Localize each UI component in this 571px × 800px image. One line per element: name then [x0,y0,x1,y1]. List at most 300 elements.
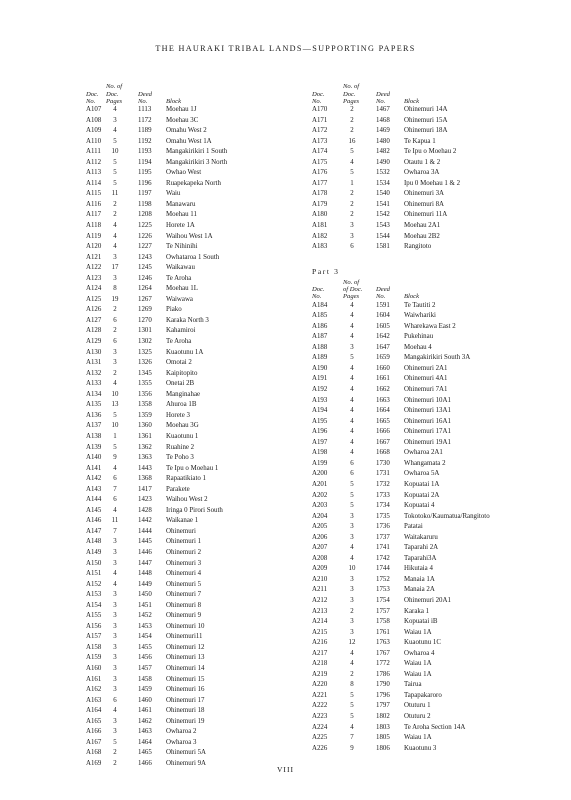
block-name: Ohinemuri 4A1 [404,375,448,383]
table-row [312,596,512,607]
deed-number: 1194 [138,158,152,166]
doc-number: A142 [86,475,102,483]
table-row [312,385,512,396]
block-name: Ohinemuri 4 [166,570,202,578]
table-row [312,680,512,691]
table-row [312,733,512,744]
doc-number: A212 [312,596,328,604]
deed-number: 1733 [376,491,390,499]
table-row [86,569,276,580]
deed-number: 1805 [376,734,390,742]
deed-number: 1269 [138,306,152,314]
doc-number: A134 [86,390,102,398]
table-row [312,628,512,639]
doc-number: A159 [86,654,102,662]
doc-number: A197 [312,438,328,446]
doc-number: A213 [312,607,328,615]
block-name: Omotai 2 [166,359,192,367]
doc-pages: 2 [350,670,354,678]
block-name: Kopuatai 4 [404,502,435,510]
doc-pages: 6 [113,475,117,483]
doc-number: A200 [312,470,328,478]
doc-pages: 4 [350,554,354,562]
block-name: Moehau 3C [166,116,199,124]
block-name: Kaipitopito [166,369,198,377]
doc-number: A178 [312,190,328,198]
deed-number: 1270 [138,316,152,324]
deed-number: 1790 [376,681,390,689]
deed-number: 1752 [376,575,390,583]
deed-number: 1661 [376,375,390,383]
table-row [86,421,276,432]
deed-number: 1356 [138,390,152,398]
block-name: Ohinemuri 14A [404,106,448,113]
deed-number: 1172 [138,116,152,124]
deed-number: 1665 [376,417,390,425]
table-row [86,717,276,728]
doc-number: A176 [312,169,328,177]
header-doc-no: Doc. No. [86,90,99,105]
doc-pages: 3 [350,523,354,531]
table-row [312,670,512,681]
right-column [312,83,512,754]
left-column [86,83,276,769]
block-name: Owharoa 3 [166,738,197,746]
doc-pages: 3 [113,253,117,261]
block-name: Ohinemuri 10A1 [404,396,451,404]
header-block: Block [404,97,420,105]
doc-number: A214 [312,618,328,626]
table-row [312,659,512,670]
table-row [312,116,512,127]
deed-number: 1208 [138,211,152,219]
table-row [312,168,512,179]
table-row [312,427,512,438]
block-name: Ohinemuri [166,527,196,535]
block-name: Moehau 11 [166,211,197,219]
doc-number: A198 [312,449,328,457]
doc-pages: 4 [350,649,354,657]
table-row [312,744,512,755]
deed-number: 1446 [138,548,152,556]
doc-pages: 3 [350,512,354,520]
table-row [312,396,512,407]
deed-number: 1543 [376,222,390,230]
doc-number: A225 [312,734,328,742]
deed-number: 1225 [138,222,152,230]
doc-number: A145 [86,506,102,514]
doc-pages: 3 [113,548,117,556]
block-name: Wharekawa East 2 [404,322,456,330]
doc-number: A126 [86,306,102,314]
deed-number: 1464 [138,738,152,746]
doc-number: A218 [312,660,328,668]
doc-number: A112 [86,158,102,166]
deed-number: 1466 [138,759,152,767]
table-row [86,464,276,475]
table-row [86,221,276,232]
doc-number: A199 [312,459,328,467]
block-name: Ruahine 2 [166,443,195,451]
doc-pages: 5 [350,354,354,362]
table-row [312,564,512,575]
doc-pages: 3 [113,622,117,630]
running-head: THE HAURAKI TRIBAL LANDS—SUPPORTING PAPERS [155,44,416,53]
block-name: Ohinemuri 2 [166,548,202,556]
table-row [86,632,276,643]
table-row [312,179,512,190]
doc-pages: 16 [348,137,356,145]
table-row [312,501,512,512]
doc-pages: 3 [113,654,117,662]
deed-number: 1449 [138,580,152,588]
doc-pages: 4 [350,660,354,668]
deed-number: 1113 [138,106,152,113]
deed-number: 1465 [138,749,152,757]
doc-pages: 3 [113,559,117,567]
doc-number: A219 [312,670,328,678]
table-row [86,664,276,675]
block-name: Waiau 1A [404,670,432,678]
deed-number: 1742 [376,554,390,562]
block-name: Tapapakaroro [404,691,442,699]
doc-number: A109 [86,127,102,135]
doc-number: A165 [86,717,102,725]
doc-pages: 2 [113,327,117,335]
block-name: Ohinemuri 9A [166,759,206,767]
doc-number: A216 [312,639,328,647]
deed-number: 1361 [138,432,152,440]
doc-number: A168 [86,749,102,757]
part-3-table-header [312,279,512,301]
doc-number: A140 [86,454,102,462]
doc-pages: 3 [350,628,354,636]
doc-number: A122 [86,264,102,272]
deed-number: 1195 [138,169,152,177]
doc-number: A191 [312,375,328,383]
block-name: Ohinemuri 14 [166,664,205,672]
block-name: Ohinemuri 18 [166,707,205,715]
doc-number: A211 [312,586,328,594]
table-row [86,116,276,127]
doc-pages: 3 [113,348,117,356]
block-name: Ohinemuri 1 [166,538,202,546]
doc-number: A154 [86,601,102,609]
doc-pages: 5 [350,691,354,699]
block-name: Ohinemuri 9 [166,612,202,620]
table-row [86,506,276,517]
table-row [86,411,276,422]
block-name: Otuturu 1 [404,702,431,710]
doc-number: A152 [86,580,102,588]
block-name: Kopuatai 1A [404,480,440,488]
doc-number: A186 [312,322,328,330]
block-name: Waiau 1A [404,660,432,668]
doc-number: A157 [86,633,102,641]
doc-number: A153 [86,591,102,599]
doc-number: A143 [86,485,102,493]
deed-number: 1447 [138,559,152,567]
block-name: Owhao West [166,169,202,177]
deed-number: 1460 [138,696,152,704]
deed-number: 1758 [376,618,390,626]
deed-number: 1428 [138,506,152,514]
deed-number: 1806 [376,744,390,752]
doc-number: A187 [312,333,328,341]
deed-number: 1663 [376,396,390,404]
doc-number: A210 [312,575,328,583]
deed-number: 1193 [138,148,152,156]
table-row [312,417,512,428]
doc-pages: 6 [350,243,354,251]
doc-number: A183 [312,243,328,251]
deed-number: 1659 [376,354,390,362]
deed-number: 1734 [376,502,390,510]
block-name: Tairua [404,681,422,689]
doc-pages: 2 [113,759,117,767]
doc-pages: 7 [113,485,117,493]
table-row [86,179,276,190]
header-deed-no: Deed No. [376,90,390,105]
doc-number: A181 [312,222,328,230]
doc-number: A184 [312,301,328,309]
block-name: Manginahae [166,390,201,398]
doc-number: A166 [86,728,102,736]
table-row [86,590,276,601]
doc-pages: 2 [350,116,354,124]
block-name: Ohinemuri 11A [404,211,448,219]
table-row [86,527,276,538]
block-name: Te Nihinihi [166,243,198,251]
table-row [312,137,512,148]
doc-pages: 4 [113,232,117,240]
doc-number: A125 [86,295,102,303]
deed-number: 1444 [138,527,152,535]
doc-number: A167 [86,738,102,746]
deed-number: 1468 [376,116,390,124]
table-row [86,137,276,148]
doc-number: A215 [312,628,328,636]
table-row [312,332,512,343]
table-row [312,322,512,333]
deed-number: 1463 [138,728,152,736]
block-name: Ohinemuri 20A1 [404,596,451,604]
doc-number: A123 [86,274,102,282]
doc-number: A129 [86,338,102,346]
table-row [312,522,512,533]
table-row [86,495,276,506]
table-row [86,727,276,738]
deed-number: 1735 [376,512,390,520]
doc-pages: 3 [113,274,117,282]
doc-number: A160 [86,664,102,672]
deed-number: 1662 [376,386,390,394]
block-name: Ipu 0 Moehau 1 & 2 [404,179,461,187]
doc-pages: 5 [350,491,354,499]
doc-number: A124 [86,285,102,293]
table-row [312,723,512,734]
deed-number: 1368 [138,475,152,483]
table-row [86,643,276,654]
doc-pages: 3 [350,232,354,240]
doc-pages: 2 [113,306,117,314]
deed-number: 1591 [376,301,390,309]
table-row [86,696,276,707]
table-row [312,242,512,253]
doc-pages: 2 [350,127,354,135]
doc-pages: 3 [113,633,117,641]
deed-number: 1267 [138,295,152,303]
deed-number: 1452 [138,612,152,620]
doc-pages: 13 [111,401,119,409]
doc-number: A119 [86,232,102,240]
doc-pages: 6 [350,459,354,467]
doc-number: A115 [86,190,102,198]
deed-number: 1302 [138,338,152,346]
block-name: Manaia 1A [404,575,435,583]
doc-pages: 3 [113,643,117,651]
table-row [312,158,512,169]
block-name: Manaia 2A [404,586,435,594]
deed-number: 1757 [376,607,390,615]
block-name: Hikutaia 4 [404,565,433,573]
doc-pages: 3 [113,686,117,694]
deed-number: 1455 [138,643,152,651]
deed-number: 1198 [138,200,152,208]
doc-number: A162 [86,686,102,694]
header-deed-no: Deed No. [376,286,390,301]
deed-number: 1355 [138,380,152,388]
doc-number: A164 [86,707,102,715]
block-name: Patatai [404,523,423,531]
doc-pages: 2 [113,749,117,757]
table-row [86,158,276,169]
table-row [312,343,512,354]
table-row [312,189,512,200]
doc-pages: 2 [113,369,117,377]
block-name: Kuaotunu 1A [166,348,204,356]
doc-pages: 6 [113,496,117,504]
block-name: Rangitoto [404,243,432,251]
deed-number: 1761 [376,628,390,636]
deed-number: 1786 [376,670,390,678]
table-row [86,738,276,749]
deed-number: 1664 [376,407,390,415]
doc-pages: 2 [350,211,354,219]
deed-number: 1358 [138,401,152,409]
doc-number: A161 [86,675,102,683]
block-name: Te Aroha [166,274,192,282]
table-row [86,474,276,485]
header-block: Block [404,293,420,301]
table-row [312,147,512,158]
block-name: Parakete [166,485,190,493]
block-name: Ahuroa 1B [166,401,197,409]
block-name: Te Ipu o Moehau 1 [166,464,219,472]
doc-number: A113 [86,169,102,177]
doc-pages: 7 [113,527,117,535]
table-row [312,638,512,649]
doc-pages: 4 [350,322,354,330]
doc-number: A206 [312,533,328,541]
doc-pages: 3 [350,222,354,230]
deed-number: 1482 [376,148,390,156]
doc-pages: 3 [113,664,117,672]
doc-number: A118 [86,222,102,230]
block-name: Te Tautiti 2 [404,301,436,309]
deed-number: 1445 [138,538,152,546]
table-row [312,232,512,243]
doc-number: A158 [86,643,102,651]
doc-number: A194 [312,407,328,415]
table-row [86,200,276,211]
deed-number: 1753 [376,586,390,594]
block-name: Ohinemuri11 [166,633,203,641]
deed-number: 1544 [376,232,390,240]
block-name: Ruapekapeka North [166,179,221,187]
doc-pages: 4 [350,364,354,372]
block-name: Ohinemuri 16A1 [404,417,451,425]
block-name: Waiu [166,190,181,198]
doc-pages: 4 [350,158,354,166]
block-name: Kuaotunu 1 [166,432,199,440]
doc-pages: 4 [113,464,117,472]
doc-pages: 4 [350,449,354,457]
table-row [312,575,512,586]
doc-pages: 3 [113,717,117,725]
doc-pages: 11 [111,190,119,198]
table-row [86,516,276,527]
table-row [312,364,512,375]
table-row [86,559,276,570]
deed-number: 1245 [138,264,152,272]
doc-pages: 3 [350,618,354,626]
block-name: Waikawau [166,264,195,272]
block-name: Ohinemuri 7 [166,591,202,599]
table-row [312,210,512,221]
deed-number: 1189 [138,127,152,135]
deed-number: 1490 [376,158,390,166]
doc-pages: 12 [348,639,356,647]
block-name: Ohinemuri 2A1 [404,364,448,372]
table-row [86,348,276,359]
doc-number: A188 [312,343,328,351]
doc-pages: 5 [113,137,117,145]
block-name: Owharoa 2 [166,728,197,736]
deed-number: 1442 [138,517,152,525]
deed-number: 1744 [376,565,390,573]
doc-pages: 3 [113,601,117,609]
doc-pages: 4 [350,375,354,383]
doc-pages: 5 [113,169,117,177]
doc-number: A151 [86,570,102,578]
doc-number: A156 [86,622,102,630]
table-row [312,512,512,523]
block-name: Kahamiroi [166,327,196,335]
block-name: Karaka 1 [404,607,430,615]
table-row [86,453,276,464]
block-name: Waihou West 2 [166,496,208,504]
header-doc-no: Doc. No. [312,286,325,301]
table-row [312,301,512,312]
doc-pages: 5 [113,411,117,419]
doc-number: A120 [86,243,102,251]
table-row [86,232,276,243]
doc-pages: 11 [111,517,119,525]
doc-pages: 5 [113,158,117,166]
block-name: Ohinemuri 13A1 [404,407,451,415]
deed-number: 1360 [138,422,152,430]
